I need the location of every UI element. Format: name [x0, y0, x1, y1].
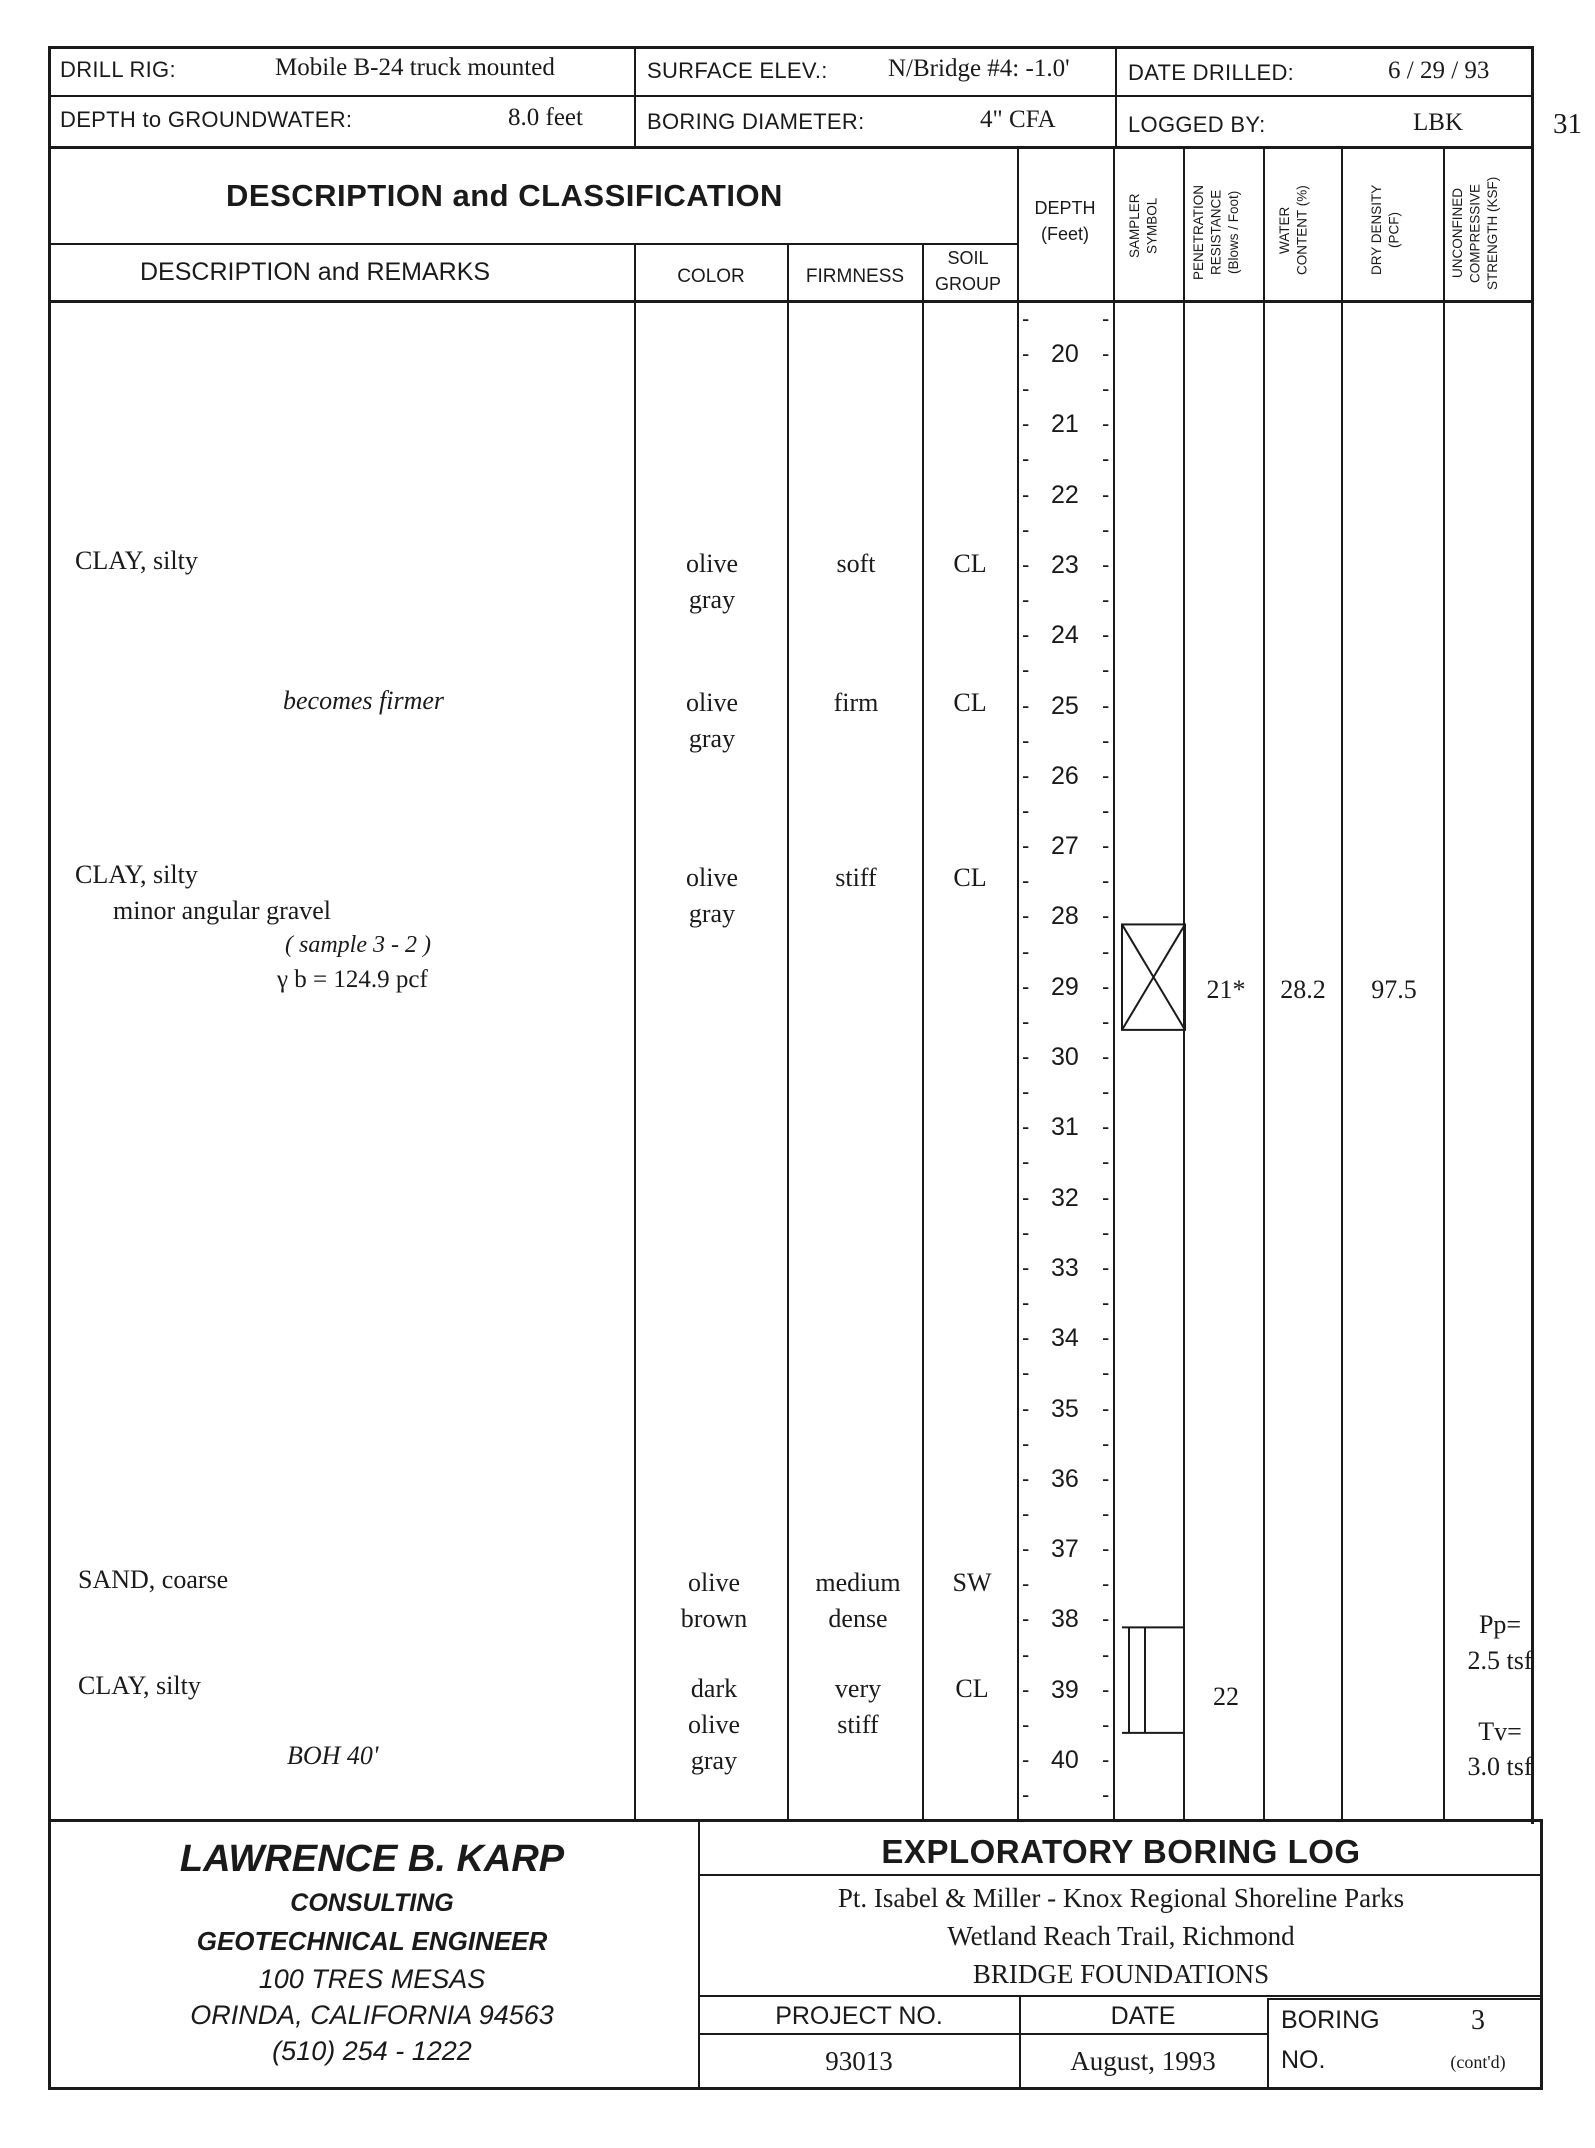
depth-tick-left: - [1022, 797, 1030, 823]
depth-tick-left: - [1022, 1465, 1030, 1491]
depth-tick-left: - [1022, 411, 1030, 437]
layer-3-soil-group: CL [953, 863, 987, 892]
logged-by-label: LOGGED BY: [1128, 112, 1266, 137]
depth-header-2: (Feet) [1040, 224, 1090, 244]
depth-tick-left: - [1022, 1571, 1030, 1597]
depth-tick-left: - [1022, 692, 1030, 718]
depth-tick-right: - [1102, 657, 1110, 683]
depth-label: 28 [1051, 902, 1079, 931]
company-line-2: GEOTECHNICAL ENGINEER [196, 1926, 548, 1956]
depth-tick-right: - [1102, 938, 1110, 964]
depth-tick-left: - [1022, 833, 1030, 859]
sample-2-tv-value: 3.0 tsf [1467, 1752, 1533, 1781]
depth-tick-left: - [1022, 1782, 1030, 1808]
date-drilled-value: 6 / 29 / 93 [1388, 57, 1490, 84]
sample-2-tv-label: Tv= [1478, 1717, 1522, 1746]
depth-label: 37 [1051, 1535, 1079, 1564]
depth-tick-left: - [1022, 446, 1030, 472]
dry-density-header: DRY DENSITY (PCF) [1369, 184, 1402, 276]
depth-tick-left: - [1022, 1044, 1030, 1069]
depth-tick-right: - [1102, 1114, 1110, 1140]
depth-label: 29 [1051, 972, 1079, 1001]
depth-tick-right: - [1102, 1641, 1110, 1667]
depth-tick-left: - [1022, 1536, 1030, 1562]
depth-tick-right: - [1102, 1079, 1110, 1105]
depth-tick-left: - [1022, 481, 1030, 507]
boring-diameter-value: 4" CFA [980, 106, 1056, 133]
layer-2-firmness: firm [833, 688, 879, 717]
depth-tick-left: - [1022, 1606, 1030, 1632]
depth-tick-left: - [1022, 1360, 1030, 1386]
firmness-header: FIRMNESS [805, 266, 905, 287]
boring-cont-note: (cont'd) [1450, 2052, 1506, 2072]
layer-3-unit-weight: γ b = 124.9 pcf [277, 966, 428, 993]
depth-tick-left: - [1022, 305, 1030, 331]
depth-tick-right: - [1102, 1149, 1110, 1175]
layer-1-description: CLAY, silty [75, 546, 198, 575]
soil-group-header-2: GROUP [934, 274, 1002, 294]
surface-elev-value: N/Bridge #4: -1.0' [888, 55, 1070, 82]
depth-tick-left: - [1022, 1254, 1030, 1280]
surface-elev-label: SURFACE ELEV.: [647, 58, 828, 83]
depth-tick-left: - [1022, 341, 1030, 366]
depth-tick-right: - [1102, 762, 1110, 788]
layer-1-firmness: soft [836, 549, 876, 578]
depth-label: 24 [1051, 621, 1079, 650]
depth-tick-right: - [1102, 551, 1110, 577]
soil-group-header-1: SOIL [947, 248, 989, 268]
groundwater-value: 8.0 feet [508, 104, 583, 131]
company-name: LAWRENCE B. KARP [179, 1838, 565, 1880]
date-value: August, 1993 [1070, 2046, 1216, 2076]
depth-tick-right: - [1102, 1254, 1110, 1280]
depth-tick-right: - [1102, 1747, 1110, 1772]
depth-tick-left: - [1022, 727, 1030, 753]
depth-label: 31 [1051, 1113, 1079, 1142]
depth-tick-left: - [1022, 1430, 1030, 1456]
sampler-symbols [1115, 0, 1187, 2148]
sample-1-dry-density: 97.5 [1371, 975, 1417, 1004]
sample-2-pp-value: 2.5 tsf [1467, 1646, 1533, 1675]
depth-tick-left: - [1022, 1290, 1030, 1316]
depth-tick-right: - [1102, 868, 1110, 894]
layer-3-color-2: gray [688, 899, 736, 928]
depth-tick-left: - [1022, 657, 1030, 683]
depth-label: 20 [1051, 340, 1079, 368]
color-header: COLOR [677, 266, 745, 287]
depth-label: 32 [1051, 1183, 1079, 1212]
drill-rig-label: DRILL RIG: [60, 57, 176, 82]
layer-1-soil-group: CL [953, 549, 987, 578]
layer-5-color-1: dark [690, 1674, 738, 1703]
depth-tick-right: - [1102, 376, 1110, 402]
depth-tick-left: - [1022, 903, 1030, 929]
project-no-value: 93013 [825, 2046, 893, 2076]
layer-3-firmness: stiff [835, 863, 877, 892]
depth-tick-left: - [1022, 1325, 1030, 1351]
depth-tick-left: - [1022, 516, 1030, 542]
boring-label-1: BORING [1281, 2006, 1380, 2034]
drill-rig-value: Mobile B-24 truck mounted [275, 54, 555, 81]
company-city: ORINDA, CALIFORNIA 94563 [190, 2000, 554, 2030]
layer-4-firmness-2: dense [828, 1604, 888, 1633]
project-no-label: PROJECT NO. [775, 2002, 943, 2030]
depth-tick-left: - [1022, 551, 1030, 577]
tube-sample-symbol [1122, 1627, 1185, 1732]
depth-label: 21 [1051, 410, 1079, 439]
layer-2-color-2: gray [688, 724, 736, 753]
layer-5-color-3: gray [690, 1746, 738, 1775]
depth-label: 23 [1051, 550, 1079, 579]
depth-tick-left: - [1022, 1149, 1030, 1175]
depth-header-1: DEPTH [1034, 198, 1096, 218]
date-label: DATE [1110, 2002, 1176, 2030]
depth-tick-left: - [1022, 1114, 1030, 1140]
company-line-1: CONSULTING [290, 1889, 454, 1917]
layer-2-soil-group: CL [953, 688, 987, 717]
layer-4-firmness-1: medium [815, 1568, 901, 1597]
depth-tick-right: - [1102, 833, 1110, 859]
layer-4-description: SAND, coarse [78, 1565, 229, 1594]
depth-tick-left: - [1022, 1500, 1030, 1526]
depth-tick-right: - [1102, 1008, 1110, 1034]
boring-label-2: NO. [1281, 2046, 1326, 2074]
sample-2-penetration: 22 [1213, 1682, 1239, 1711]
depth-label: 35 [1051, 1394, 1079, 1423]
depth-tick-right: - [1102, 1395, 1110, 1421]
depth-tick-left: - [1022, 973, 1030, 999]
depth-label: 26 [1051, 761, 1079, 790]
depth-tick-right: - [1102, 1044, 1110, 1069]
depth-tick-right: - [1102, 305, 1110, 331]
depth-tick-right: - [1102, 1606, 1110, 1632]
depth-tick-left: - [1022, 1747, 1030, 1772]
depth-tick-left: - [1022, 762, 1030, 788]
layer-5-firmness-1: very [834, 1674, 882, 1703]
depth-tick-right: - [1102, 1290, 1110, 1316]
depth-tick-left: - [1022, 622, 1030, 648]
depth-tick-left: - [1022, 1008, 1030, 1034]
layer-5-boh-note: BOH 40' [287, 1741, 379, 1770]
depth-tick-right: - [1102, 1782, 1110, 1808]
boring-diameter-label: BORING DIAMETER: [647, 109, 865, 134]
layer-4-color-1: olive [688, 1568, 740, 1597]
sample-1-water-content: 28.2 [1280, 975, 1326, 1004]
layer-4-color-2: brown [680, 1604, 748, 1633]
depth-tick-right: - [1102, 516, 1110, 542]
layer-5-soil-group: CL [955, 1674, 989, 1703]
depth-tick-right: - [1102, 903, 1110, 929]
project-line-1: Pt. Isabel & Miller - Knox Regional Shoreline Parks [837, 1883, 1405, 1913]
layer-5-firmness-2: stiff [837, 1710, 879, 1739]
depth-label: 27 [1051, 832, 1079, 861]
depth-tick-right: - [1102, 1360, 1110, 1386]
project-line-3: BRIDGE FOUNDATIONS [972, 1959, 1270, 1989]
penetration-header: PENETRATION RESISTANCE (Blows / Foot) [1191, 184, 1242, 280]
depth-tick-left: - [1022, 1219, 1030, 1245]
project-line-2: Wetland Reach Trail, Richmond [947, 1921, 1295, 1951]
depth-label: 38 [1051, 1605, 1079, 1634]
depth-tick-right: - [1102, 1536, 1110, 1562]
depth-tick-right: - [1102, 973, 1110, 999]
depth-tick-right: - [1102, 1711, 1110, 1737]
depth-tick-left: - [1022, 1184, 1030, 1210]
layer-4-soil-group: SW [952, 1568, 992, 1597]
depth-tick-right: - [1102, 446, 1110, 472]
depth-tick-right: - [1102, 1325, 1110, 1351]
unconfined-header: UNCONFINED COMPRESSIVE STRENGTH (KSF) [1450, 176, 1501, 290]
depth-tick-right: - [1102, 1676, 1110, 1702]
layer-5-description: CLAY, silty [78, 1671, 201, 1700]
depth-tick-right: - [1102, 727, 1110, 753]
depth-tick-left: - [1022, 1079, 1030, 1105]
depth-label: 22 [1051, 480, 1079, 509]
groundwater-label: DEPTH to GROUNDWATER: [60, 107, 353, 132]
depth-tick-right: - [1102, 797, 1110, 823]
depth-tick-left: - [1022, 1641, 1030, 1667]
sample-2-pp-label: Pp= [1478, 1610, 1522, 1639]
date-drilled-label: DATE DRILLED: [1128, 60, 1295, 85]
depth-tick-left: - [1022, 868, 1030, 894]
drive-sample-symbol [1122, 924, 1185, 1029]
depth-tick-right: - [1102, 1465, 1110, 1491]
depth-tick-left: - [1022, 1711, 1030, 1737]
depth-tick-left: - [1022, 1395, 1030, 1421]
depth-tick-left: - [1022, 1676, 1030, 1702]
depth-tick-right: - [1102, 692, 1110, 718]
layer-1-color-1: olive [686, 549, 738, 578]
depth-label: 40 [1051, 1746, 1079, 1774]
log-title: EXPLORATORY BORING LOG [881, 1833, 1361, 1870]
depth-tick-right: - [1102, 481, 1110, 507]
depth-tick-right: - [1102, 1184, 1110, 1210]
depth-tick-left: - [1022, 938, 1030, 964]
layer-3-sample-note: ( sample 3 - 2 ) [285, 932, 431, 958]
depth-tick-right: - [1102, 411, 1110, 437]
boring-number: 3 [1471, 2005, 1485, 2036]
depth-label: 34 [1051, 1324, 1079, 1353]
sample-1-penetration: 21* [1206, 975, 1246, 1004]
depth-tick-right: - [1102, 1571, 1110, 1597]
depth-tick-right: - [1102, 622, 1110, 648]
depth-label: 25 [1051, 691, 1079, 720]
description-header: DESCRIPTION and REMARKS [140, 258, 491, 286]
company-phone: (510) 254 - 1222 [272, 2036, 472, 2066]
layer-3-description: CLAY, silty [75, 860, 198, 889]
depth-tick-right: - [1102, 1500, 1110, 1526]
layer-1-color-2: gray [688, 585, 736, 614]
section-title: DESCRIPTION and CLASSIFICATION [226, 178, 783, 213]
depth-tick-right: - [1102, 341, 1110, 366]
layer-2-description: becomes firmer [283, 686, 445, 715]
page-number: 31 [1553, 108, 1582, 140]
depth-tick-right: - [1102, 587, 1110, 613]
layer-2-color-1: olive [686, 688, 738, 717]
depth-label: 33 [1051, 1253, 1079, 1282]
depth-tick-right: - [1102, 1430, 1110, 1456]
depth-label: 39 [1051, 1675, 1079, 1704]
sampler-header: SAMPLER SYMBOL [1127, 193, 1160, 259]
company-address: 100 TRES MESAS [258, 1964, 486, 1994]
layer-5-color-2: olive [688, 1710, 740, 1739]
depth-label: 30 [1051, 1043, 1079, 1071]
water-content-header: WATER CONTENT (%) [1277, 185, 1310, 275]
depth-tick-left: - [1022, 376, 1030, 402]
depth-tick-right: - [1102, 1219, 1110, 1245]
layer-3-description-2: minor angular gravel [113, 896, 332, 925]
logged-by-value: LBK [1413, 109, 1463, 136]
depth-tick-left: - [1022, 587, 1030, 613]
layer-3-color-1: olive [686, 863, 738, 892]
depth-label: 36 [1051, 1464, 1079, 1493]
